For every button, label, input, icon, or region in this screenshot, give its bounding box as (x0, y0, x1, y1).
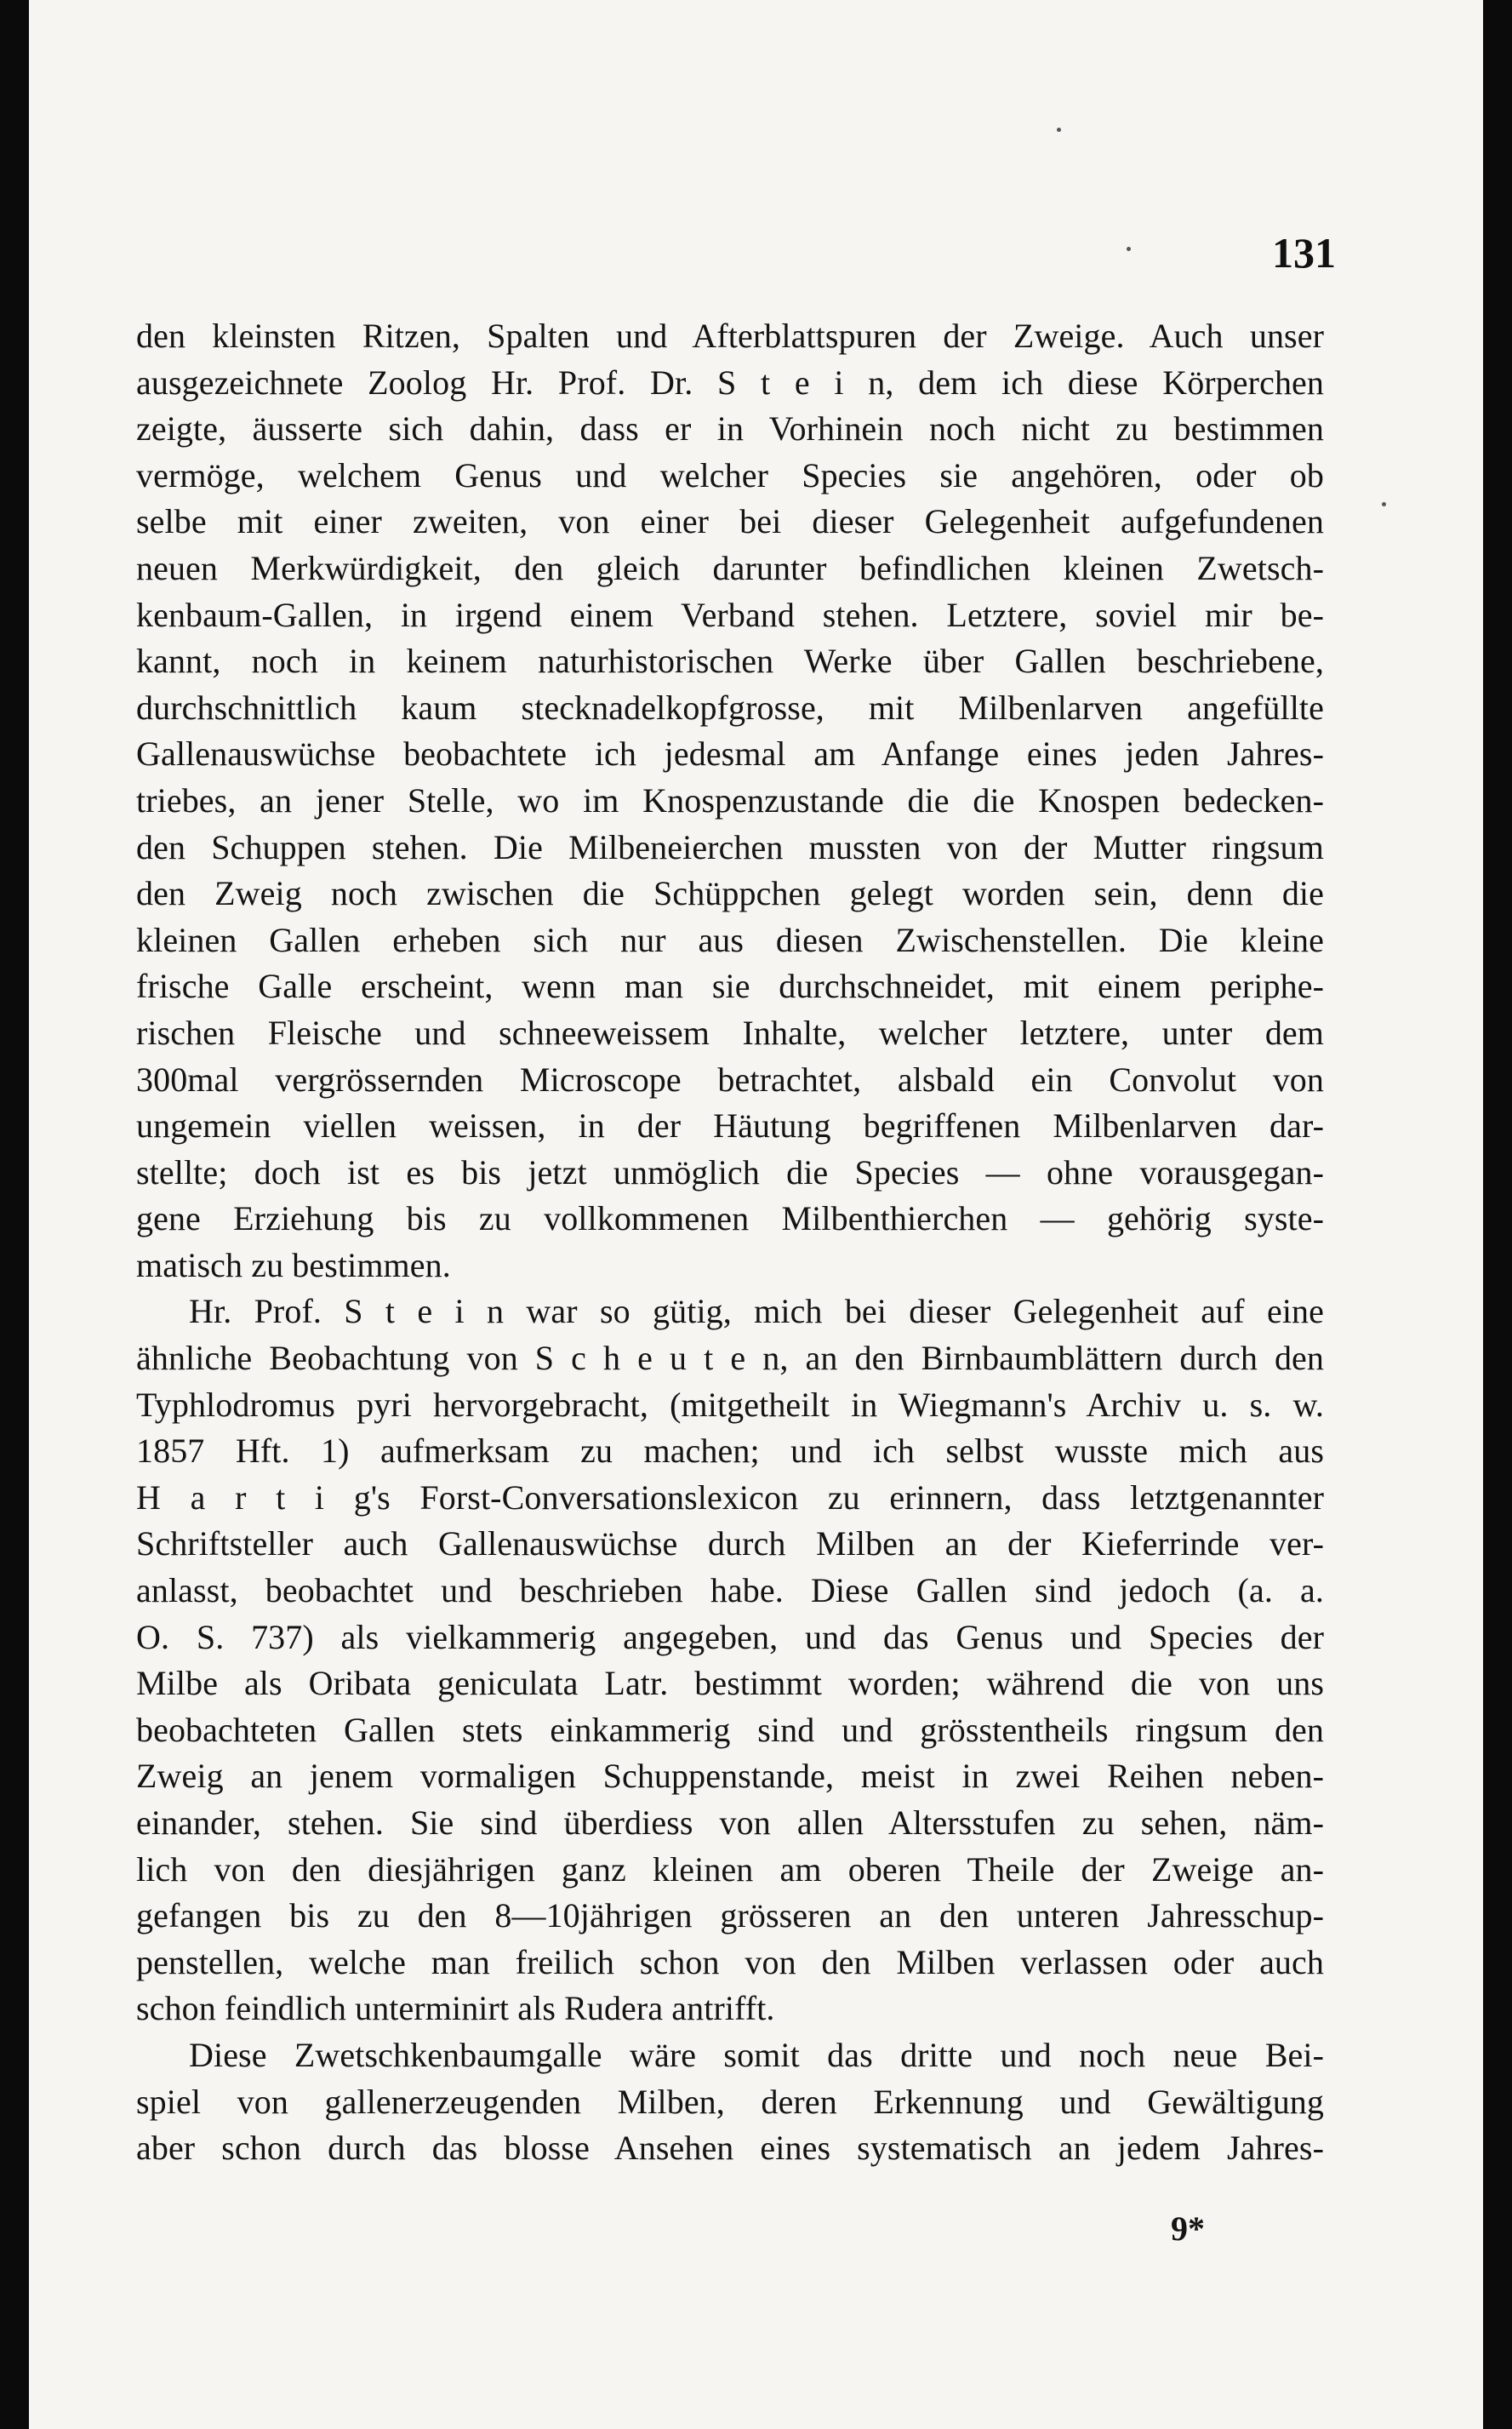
paper-speck (1057, 128, 1061, 132)
text-line: den Zweig noch zwischen die Schüppchen gelegt worden sein, denn die (136, 874, 1324, 913)
text-line: beobachteten Gallen stets einkammerig sind und grösstentheils ringsum den (136, 1710, 1324, 1749)
text-line: durchschnittlich kaum stecknadelkopfgrosse, mit Milbenlarven angefüllte (136, 688, 1324, 727)
page-edge-right (1483, 0, 1512, 2429)
text-line: den kleinsten Ritzen, Spalten und Afterblattspuren der Zweige. Auch unser (136, 317, 1324, 355)
text-line: O. S. 737) als vielkammerig angegeben, und das Genus und Species der (136, 1617, 1324, 1656)
text-line: kleinen Gallen erheben sich nur aus diesen Zwischenstellen. Die kleine (136, 920, 1324, 959)
text-line: kannt, noch in keinem naturhistorischen Werke über Gallen beschriebene, (136, 642, 1324, 681)
text-line: triebes, an jener Stelle, wo im Knospenzustande die die Knospen bedecken- (136, 780, 1324, 820)
text-line: ungemein viellen weissen, in der Häutung begriffenen Milbenlarven dar- (136, 1106, 1324, 1146)
text-line: vermöge, welchem Genus und welcher Species sie angehören, oder ob (136, 455, 1324, 494)
text-line: Zweig an jenem vormaligen Schuppenstande, meist in zwei Reihen neben- (136, 1757, 1324, 1796)
text-line: 1857 Hft. 1) aufmerksam zu machen; und ich selbst wusste mich aus (136, 1432, 1324, 1471)
page-number: 131 (1272, 229, 1336, 277)
text-line: rischen Fleische und schneeweissem Inhalte, welcher letztere, unter dem (136, 1013, 1324, 1052)
text-line: penstellen, welche man freilich schon von den Milben verlassen oder auch (136, 1942, 1324, 1981)
text-line: einander, stehen. Sie sind überdiess von allen Altersstufen zu sehen, näm- (136, 1803, 1324, 1842)
text-line: den Schuppen stehen. Die Milbeneierchen mussten von der Mutter ringsum (136, 827, 1324, 866)
text-line: Gallenauswüchse beobachtete ich jedesmal am Anfange eines jeden Jahres- (136, 734, 1324, 774)
text-line: Schriftsteller auch Gallenauswüchse durch Milben an der Kieferrinde ver- (136, 1524, 1324, 1563)
text-line: spiel von gallenerzeugenden Milben, deren Erkennung und Gewältigung (136, 2082, 1324, 2121)
text-line: kenbaum-Gallen, in irgend einem Verband stehen. Letztere, soviel mir be- (136, 595, 1324, 634)
paragraph-end-line: matisch zu bestimmen. (136, 1245, 451, 1284)
text-line: ähnliche Beobachtung von S c h e u t e n, an den Birnbaumblättern durch den (136, 1339, 1324, 1378)
text-line: zeigte, äusserte sich dahin, dass er in Vorhinein noch nicht zu bestimmen (136, 409, 1324, 449)
paragraph-end-line: schon feindlich unterminirt als Rudera antrifft. (136, 1989, 775, 2028)
text-line: H a r t i g's Forst-Conversationslexicon zu erinnern, dass letztgenannter (136, 1477, 1324, 1517)
text-line: selbe mit einer zweiten, von einer bei dieser Gelegenheit aufgefundenen (136, 502, 1324, 541)
text-line: Typhlodromus pyri hervorgebracht, (mitgetheilt in Wiegmann's Archiv u. s. w. (136, 1385, 1324, 1424)
page-edge-left (0, 0, 29, 2429)
text-line: Milbe als Oribata geniculata Latr. bestimmt worden; während die von uns (136, 1664, 1324, 1703)
text-line: 300mal vergrössernden Microscope betrachtet, alsbald ein Convolut von (136, 1060, 1324, 1099)
text-line: frische Galle erscheint, wenn man sie durchschneidet, mit einem periphe- (136, 967, 1324, 1006)
text-line: gefangen bis zu den 8—10jährigen grösseren an den unteren Jahresschup- (136, 1896, 1324, 1935)
paper-speck (1127, 247, 1131, 251)
text-line: aber schon durch das blosse Ansehen eines systematisch an jedem Jahres- (136, 2129, 1324, 2168)
text-line: gene Erziehung bis zu vollkommenen Milbenthierchen — gehörig syste- (136, 1199, 1324, 1238)
paragraph-start-line: Hr. Prof. S t e i n war so gütig, mich bei dieser Gelegenheit auf eine (189, 1292, 1324, 1331)
paper-speck (1382, 502, 1386, 506)
printer-signature-mark: 9* (1171, 2209, 1205, 2248)
text-line: lich von den diesjährigen ganz kleinen am oberen Theile der Zweige an- (136, 1849, 1324, 1889)
text-line: anlasst, beobachtet und beschrieben habe. Diese Gallen sind jedoch (a. a. (136, 1571, 1324, 1610)
text-line: neuen Merkwürdigkeit, den gleich darunter befindlichen kleinen Zwetsch- (136, 548, 1324, 587)
text-line: ausgezeichnete Zoolog Hr. Prof. Dr. S t e i n, dem ich diese Körperchen (136, 363, 1324, 402)
text-line: stellte; doch ist es bis jetzt unmöglich die Species — ohne vorausgegan- (136, 1152, 1324, 1192)
page-body-text (136, 313, 1324, 2172)
paragraph-start-line: Diese Zwetschkenbaumgalle wäre somit das dritte und noch neue Bei- (189, 2035, 1324, 2074)
